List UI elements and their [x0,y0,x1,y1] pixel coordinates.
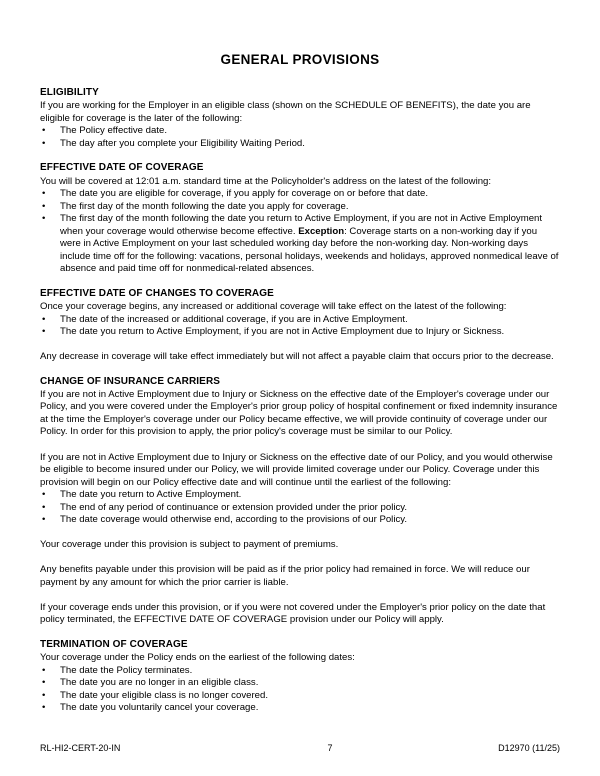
list-item [40,665,560,678]
page-footer [40,742,560,754]
section-heading: EFFECTIVE DATE OF COVERAGE [40,162,204,174]
list-item [40,489,560,502]
bullet-list [40,489,560,527]
list-item [40,125,560,138]
section-effective-date-of-coverage [40,162,560,275]
section-change-of-insurance-carriers [40,376,560,627]
list-item-label: The first day of the month following the date you apply for coverage. [60,200,349,212]
bullet-icon: • [42,689,46,701]
list-item [40,201,560,214]
section-eligibility [40,87,560,150]
bullet-icon: • [42,326,46,338]
section-intro: Once your coverage begins, any increased or additional coverage will take effect on the latest of the following: [40,301,507,313]
list-item-label: The date you are no longer in an eligible class. [60,677,259,689]
list-item [40,326,560,339]
list-item [40,314,560,327]
bullet-list [40,188,560,276]
section-paragraph-5: If your coverage ends under this provision, or if you were not covered under the Employer's prior policy on the date that policy terminated, the EFFECTIVE DATE OF COVERAGE provision under our Policy will apply. [40,601,546,626]
page-title: GENERAL PROVISIONS [220,52,380,67]
section-intro: Your coverage under the Policy ends on the earliest of the following dates: [40,652,355,664]
list-item-label: The date of the increased or additional coverage, if you are in Active Employment. [60,313,408,325]
section-closing-paragraph: Any decrease in coverage will take effect immediately but will not affect a payable claim that occurs prior to the decrease. [40,351,554,363]
bullet-icon: • [42,501,46,513]
section-paragraph-2: If you are not in Active Employment due to Injury or Sickness on the effective date of our Policy, and you would otherwise be eligible to become insured under our Policy, we will provide limited coverage under our Policy. Coverage under this provision will begin on our Policy effective date and will continue until the earliest of the following: [40,451,553,488]
bullet-icon: • [42,125,46,137]
section-heading: EFFECTIVE DATE OF CHANGES TO COVERAGE [40,287,274,299]
section-heading: TERMINATION OF COVERAGE [40,639,188,651]
bullet-icon: • [42,137,46,149]
list-item-label: The end of any period of continuance or extension provided under the prior policy. [60,501,408,513]
footer-form-number: RL-HI2-CERT-20-IN [40,743,121,753]
bullet-icon: • [42,514,46,526]
list-item-label-part-1: The first day of the month following the date you return to Active Employment, if you are not in Active Employment when your coverage would otherwise become effective. [60,213,543,237]
section-heading: CHANGE OF INSURANCE CARRIERS [40,375,221,387]
footer-document-code: D12970 (11/25) [498,743,560,753]
list-item [40,690,560,703]
footer-page-number: 7 [327,743,333,753]
bullet-list [40,314,560,339]
section-intro: You will be covered at 12:01 a.m. standard time at the Policyholder's address on the latest of the following: [40,175,492,187]
list-item-label: The Policy effective date. [60,125,168,137]
section-paragraph-3: Your coverage under this provision is subject to payment of premiums. [40,539,339,551]
list-item [40,702,560,715]
section-termination-of-coverage [40,639,560,715]
bullet-list [40,125,560,150]
section-intro: If you are working for the Employer in an eligible class (shown on the SCHEDULE OF BENEFITS), the date you are eligible for coverage is the later of the following: [40,100,531,124]
list-item [40,502,560,515]
list-item-label-part-2: : Coverage starts on a non-working day if you were in Active Employment on your last scheduled working day before the non-working day. Non-working days include time off for the following: vacations, personal holidays, weekends and holidays, approved nonmedical leave of absence and paid time off for nonmedical-related absences. [60,225,559,275]
bullet-icon: • [42,489,46,501]
bullet-icon: • [42,313,46,325]
bullet-icon: • [42,664,46,676]
bullet-list [40,665,560,715]
list-item [40,677,560,690]
bullet-icon: • [42,213,46,225]
list-item-label: The date your eligible class is no longer covered. [60,689,268,701]
exception-emphasis: Exception [298,225,345,237]
section-paragraph-1: If you are not in Active Employment due to Injury or Sickness on the effective date of the Employer's coverage under our Policy, and you were covered under the Employer's prior group policy of hospital confinement or fixed indemnity insurance at the time the Employer's coverage under our Policy became effective, we will provide continuity of coverage under our Policy. In order for this provision to apply, the prior policy's coverage must be similar to our Policy. [40,388,558,438]
list-item-label: The date you are eligible for coverage, if you apply for coverage on or before that date. [60,188,428,200]
section-effective-date-of-changes [40,288,560,364]
list-item-label: The date you return to Active Employment. [60,489,242,501]
list-item [40,514,560,527]
list-item-label: The date the Policy terminates. [60,664,193,676]
list-item-label: The date you return to Active Employment, if you are not in Active Employment due to Injury or Sickness. [60,326,505,338]
section-paragraph-4: Any benefits payable under this provision will be paid as if the prior policy had remained in force. We will reduce our payment by any amount for which the prior carrier is liable. [40,564,530,588]
list-item-label: The date you voluntarily cancel your coverage. [60,702,259,714]
bullet-icon: • [42,677,46,689]
bullet-icon: • [42,188,46,200]
list-item [40,138,560,151]
list-item-label: The day after you complete your Eligibility Waiting Period. [60,137,305,149]
bullet-icon: • [42,200,46,212]
section-heading: ELIGIBILITY [40,87,99,99]
list-item-label: The date coverage would otherwise end, according to the provisions of our Policy. [60,514,407,526]
list-item-with-exception [40,213,560,276]
bullet-icon: • [42,702,46,714]
list-item [40,188,560,201]
